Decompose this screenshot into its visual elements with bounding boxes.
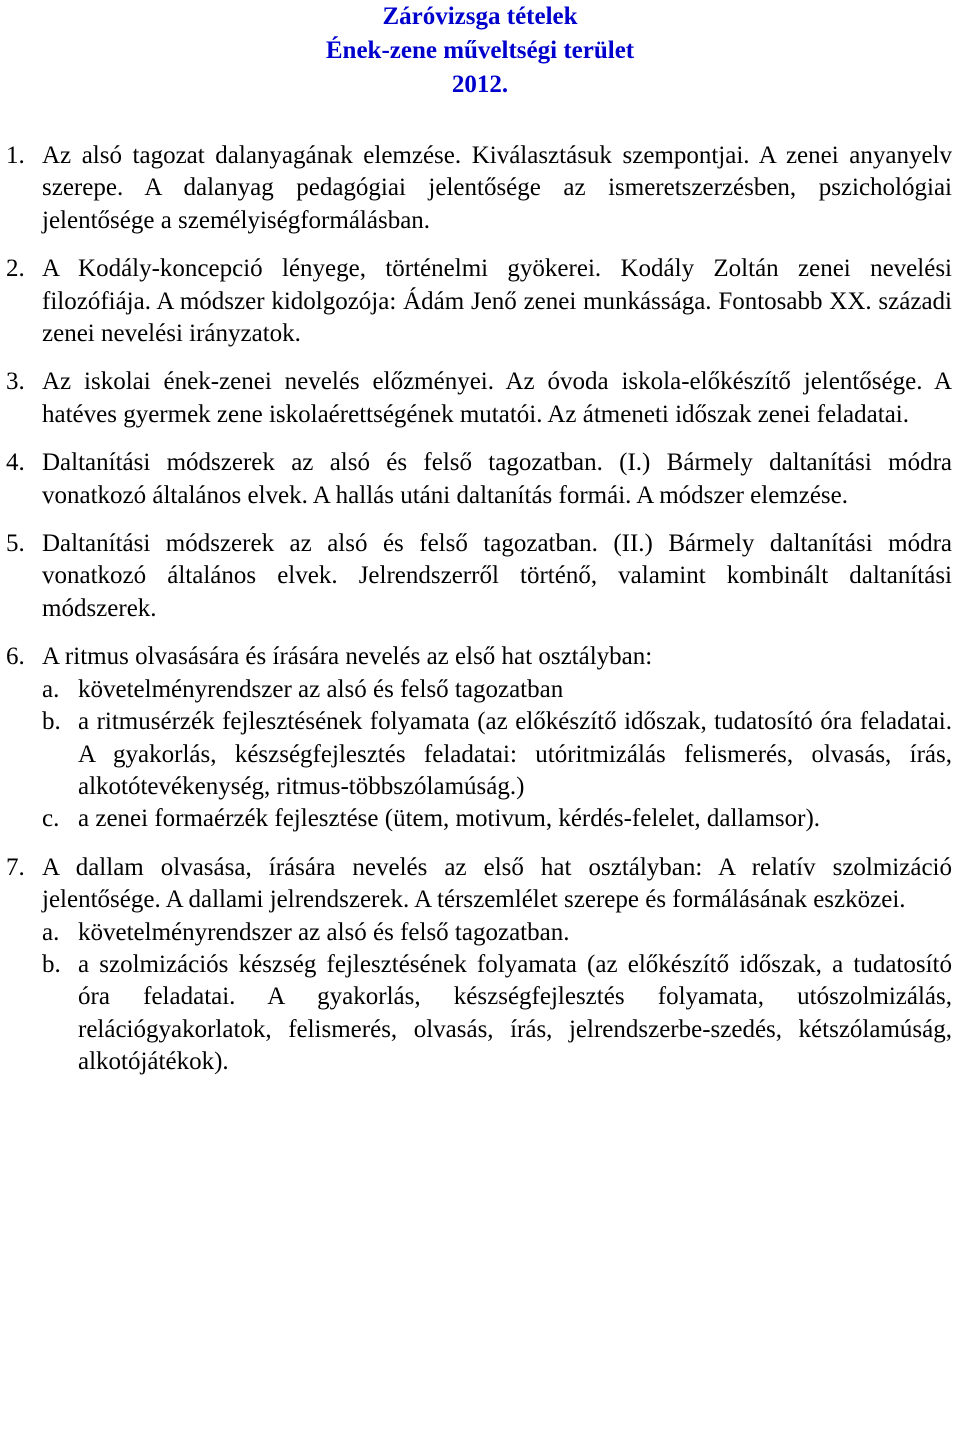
sub-item [0,706,952,803]
document-subtitle: Ének-zene műveltségi terület [325,37,635,64]
document-title: Záróvizsga tételek [382,3,578,30]
item-text: A dallam olvasása, írására nevelés az első hat osztályban: A relatív szolmizáció jelentősége. A dallami jelrendszerek. A térszemlélet szerepe és formálásának eszközei. [42,853,952,914]
item-number: 6. [6,643,25,671]
sub-item [0,917,952,949]
sub-item [0,674,952,706]
topic-list [0,140,960,1095]
item-number: 4. [6,449,25,477]
list-item [0,852,960,1079]
sub-item-letter: a. [42,918,60,946]
item-text: Daltanítási módszerek az alsó és felső tagozatban. (II.) Bármely daltanítási módra vonatkozó általános elvek. Jelrendszerről történő, valamint kombinált daltanítási módszerek. [42,530,952,622]
item-number: 1. [6,142,25,169]
sub-item-text: a szolmizációs készség fejlesztésének folyamata (az előkészítő időszak, a tudatosító óra feladatai. A gyakorlás, készségfejlesztés folyamata, utószolmizálás, relációgyakorlatok, felismerés, olvasás, írás, jelrendszerbe-szedés, kétszólamúság, alkotójátékok). [78,950,952,1076]
sub-item-text: a ritmusérzék fejlesztésének folyamata (az előkészítő időszak, tudatosító óra feladatai. A gyakorlás, készségfejlesztés feladatai: utóritmizálás felismerés, olvasás, írás, alkotótevékenység, ritmus-többszólamúság.) [78,708,952,800]
sub-item-letter: b. [42,950,61,978]
document-year: 2012. [451,71,509,98]
item-text: A Kodály-koncepció lényege, történelmi gyökerei. Kodály Zoltán zenei nevelési filozófiája. A módszer kidolgozója: Ádám Jenő zenei munkássága. Fontosabb XX. századi zenei nevelési irányzatok. [42,255,952,348]
sub-item-text: a zenei formaérzék fejlesztése (ütem, motivum, kérdés-felelet, dallamsor). [78,805,821,833]
item-number: 2. [6,255,25,283]
item-number: 7. [6,853,25,881]
item-text: A ritmus olvasására és írására nevelés az első hat osztályban: [42,643,653,671]
sub-item-letter: b. [42,708,61,736]
list-item [0,528,960,625]
item-number: 3. [6,368,25,396]
list-item [0,253,960,350]
sub-item-letter: a. [42,675,60,703]
sub-item-text: követelményrendszer az alsó és felső tagozatban. [78,918,570,946]
item-text: Az iskolai ének-zenei nevelés előzményei. Az óvoda iskola-előkészítő jelentősége. A hatéves gyermek zene iskolaérettségének mutatói. Az átmeneti időszak zenei feladatai. [42,368,952,428]
list-item [0,366,960,431]
list-item [0,447,960,512]
sub-item-text: követelményrendszer az alsó és felső tagozatban [78,675,564,703]
item-text: Daltanítási módszerek az alsó és felső tagozatban. (I.) Bármely daltanítási módra vonatkozó általános elvek. A hallás utáni daltanítás formái. A módszer elemzése. [42,449,952,509]
document-header [0,0,960,102]
sub-item [0,803,952,835]
list-item [0,641,960,835]
list-item [0,140,960,237]
item-text: Az alsó tagozat dalanyagának elemzése. Kiválasztásuk szempontjai. A zenei anyanyelv szerepe. A dalanyag pedagógiai jelentősége az ismeretszerzésben, pszichológiai jelentősége a személyiségformálásban. [42,142,952,234]
item-number: 5. [6,530,25,558]
sub-item [0,949,952,1079]
sub-item-letter: c. [42,805,60,833]
